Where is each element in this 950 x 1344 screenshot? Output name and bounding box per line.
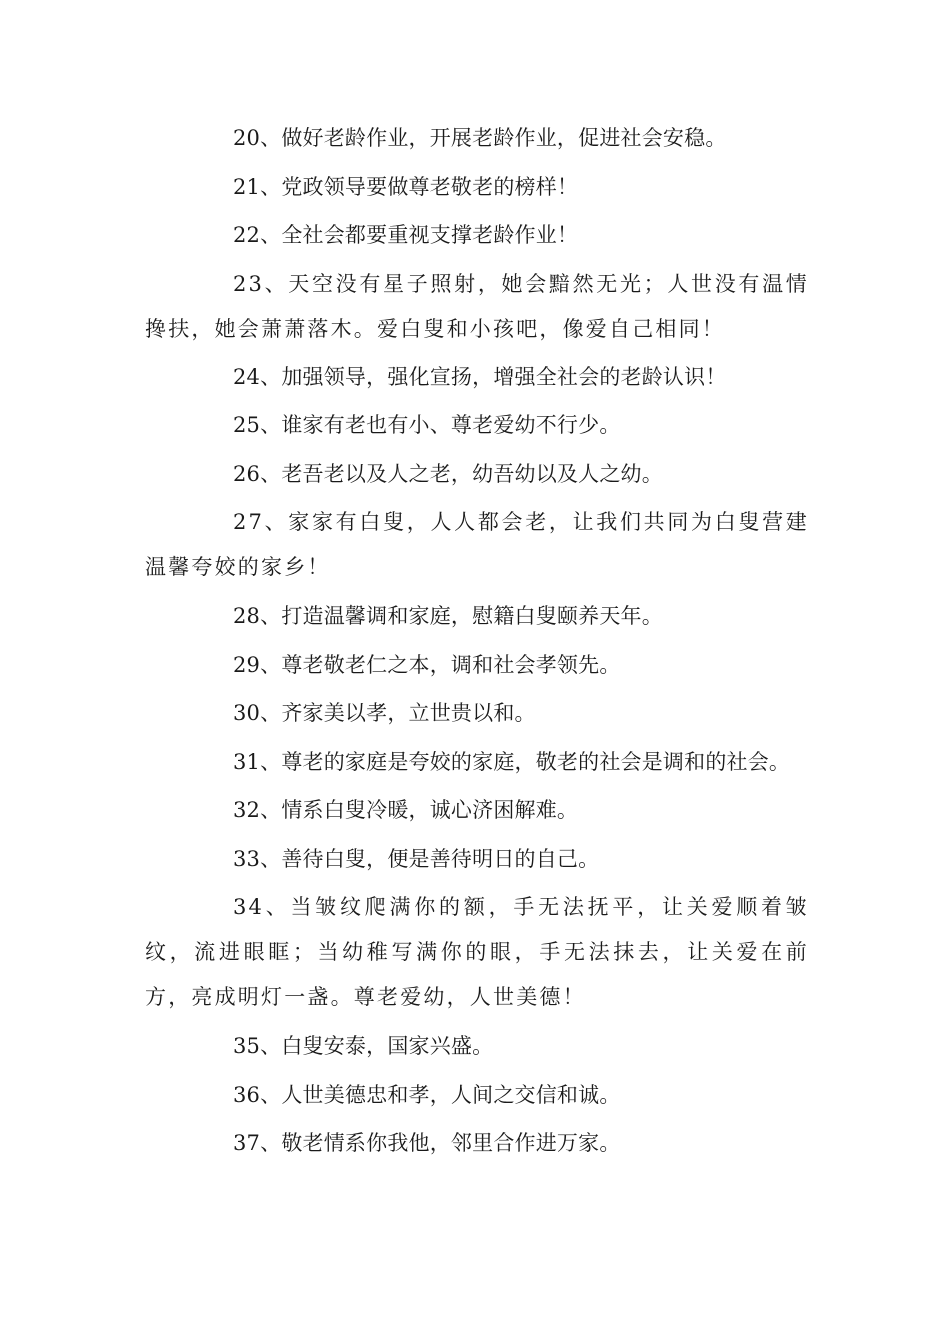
paragraph-21: 21、党政领导要做尊老敬老的榜样！ (233, 174, 579, 199)
paragraph-37: 37、敬老情系你我他，邻里合作进万家。 (233, 1131, 621, 1155)
paragraph-32: 32、情系白叟冷暖，诚心济困解难。 (233, 798, 579, 822)
paragraph-34: 34、当皱纹爬满你的额，手无法抚平，让关爱顺着皱纹，流进眼眶；当幼稚写满你的眼，手无法抹去，让关爱在前方，亮成明灯一盏。尊老爱幼，人世美德！ (145, 895, 809, 1009)
paragraph-30: 30、齐家美以孝，立世贵以和。 (233, 701, 536, 725)
paragraph-33: 33、善待白叟，便是善待明日的自己。 (233, 846, 600, 871)
paragraph-36: 36、人世美德忠和孝，人间之交信和诚。 (233, 1082, 621, 1107)
paragraph-31: 31、尊老的家庭是夸姣的家庭，敬老的社会是调和的社会。 (233, 749, 791, 774)
paragraph-23: 23、天空没有星子照射，她会黯然无光；人世没有温情搀扶，她会萧萧落木。爱白叟和小孩吧，像爱自己相同！ (145, 271, 809, 341)
paragraph-24: 24、加强领导，强化宣扬，增强全社会的老龄认识！ (233, 364, 727, 389)
paragraph-20: 20、做好老龄作业，开展老龄作业，促进社会安稳。 (233, 126, 727, 150)
paragraph-25: 25、谁家有老也有小、尊老爱幼不行少。 (233, 413, 621, 437)
paragraph-29: 29、尊老敬老仁之本，调和社会孝领先。 (233, 652, 621, 677)
paragraph-28: 28、打造温馨调和家庭，慰籍白叟颐养天年。 (233, 604, 663, 628)
paragraph-26: 26、老吾老以及人之老，幼吾幼以及人之幼。 (233, 461, 663, 486)
paragraph-27: 27、家家有白叟，人人都会老，让我们共同为白叟营建温馨夸姣的家乡！ (145, 510, 809, 579)
paragraph-22: 22、全社会都要重视支撑老龄作业！ (233, 223, 579, 247)
paragraph-35: 35、白叟安泰，国家兴盛。 (233, 1034, 494, 1058)
document-body (145, 116, 809, 1170)
